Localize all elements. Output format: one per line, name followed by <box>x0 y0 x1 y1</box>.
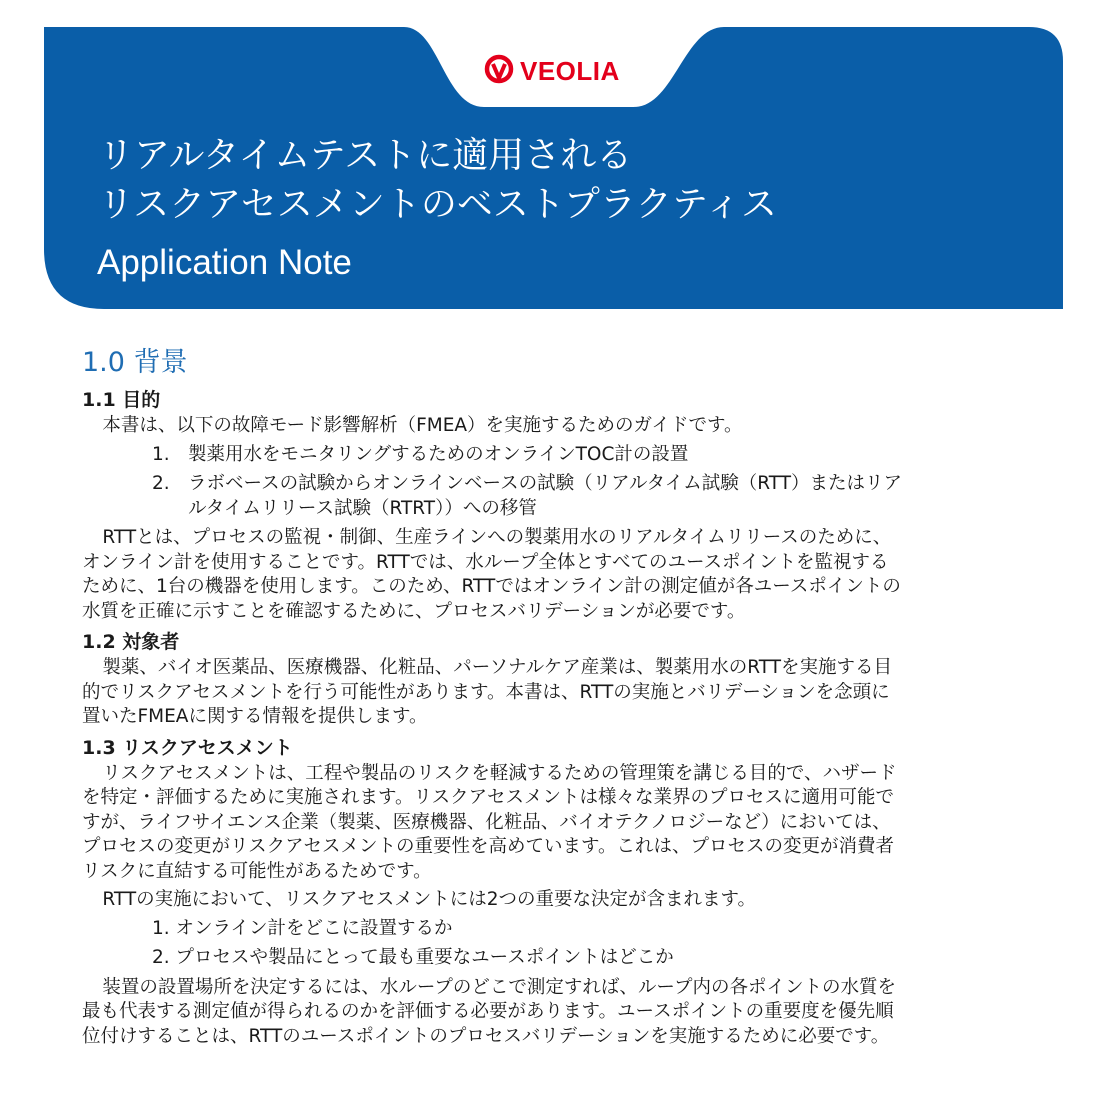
title-line: リアルタイムテストに適用される <box>98 135 633 176</box>
list-item: 2. ラボベースの試験からオンラインベースの試験（リアルタイム試験（RTT）またはリア ルタイムリリース試験（RTRT））への移管 <box>152 473 903 519</box>
list-item: 1. オンライン計をどこに設置するか <box>152 917 453 939</box>
list-item: 1. 製薬用水をモニタリングするためのオンラインTOC計の設置 <box>152 443 689 465</box>
document-subtitle: Application Note <box>97 243 352 282</box>
risk-decisions-intro: RTTの実施において、リスクアセスメントには2つの重要な決定が含まれます。 <box>102 889 756 910</box>
risk-closing: 装置の設置場所を決定するには、水ループのどこで測定すれば、ループ内の各ポイントの水質を 最も代表する測定値が得られるのかを評価する必要があります。ユースポイントの重要度を優先順 位付けすることは、RTTのユースポイントのプロセスバリデーションを実施するために必要です。 <box>82 976 896 1047</box>
header-banner <box>44 27 1063 309</box>
veolia-logo <box>484 53 634 89</box>
risk-body: リスクアセスメントは、工程や製品のリスクを軽減するための管理策を講じる目的で、ハザード を特定・評価するために実施されます。リスクアセスメントは様々な業界のプロセスに適用可能で すが、ライフサイエンス企業（製薬、医療機器、化粧品、バイオテクノロジーなど）においては、 プロセスの変更がリスクアセスメントの重要性を高めています。これは、プロセスの変更が消費者 リスクに直結する可能性があるためです。 <box>82 762 897 882</box>
purpose-list <box>82 443 1042 522</box>
audience-body: 製薬、バイオ医薬品、医療機器、化粧品、パーソナルケア産業は、製薬用水のRTTを実施する目 的でリスクアセスメントを行う可能性があります。本書は、RTTの実施とバリデーションを念頭に 置いたFMEAに関する情報を提供します。 <box>82 657 893 727</box>
veolia-logo-text: VEOLIA <box>520 55 620 86</box>
subsection-heading-audience: 1.2 対象者 <box>82 631 180 653</box>
subsection-heading-purpose: 1.1 目的 <box>82 389 161 411</box>
subsection-heading-risk: 1.3 リスクアセスメント <box>82 736 293 759</box>
document-body <box>82 340 1042 1053</box>
purpose-body: RTTとは、プロセスの監視・制御、生産ラインへの製薬用水のリアルタイムリリースのために、 オンライン計を使用することです。RTTでは、水ループ全体とすべてのユースポイントを監視する ために、1台の機器を使用します。このため、RTTではオンライン計の測定値が各ユースポイントの 水質を正確に示すことを確認するために、プロセスバリデーションが必要です。 <box>82 527 901 622</box>
veolia-logo-icon <box>484 54 514 88</box>
purpose-intro: 本書は、以下の故障モード影響解析（FMEA）を実施するためのガイドです。 <box>102 415 743 436</box>
document-title <box>98 131 777 229</box>
list-item: 2. プロセスや製品にとって最も重要なユースポイントはどこか <box>152 947 674 968</box>
title-line: リスクアセスメントのベストプラクティス <box>98 184 777 225</box>
risk-decisions-list <box>82 917 1042 971</box>
section-heading-background: 1.0 背景 <box>82 347 188 378</box>
